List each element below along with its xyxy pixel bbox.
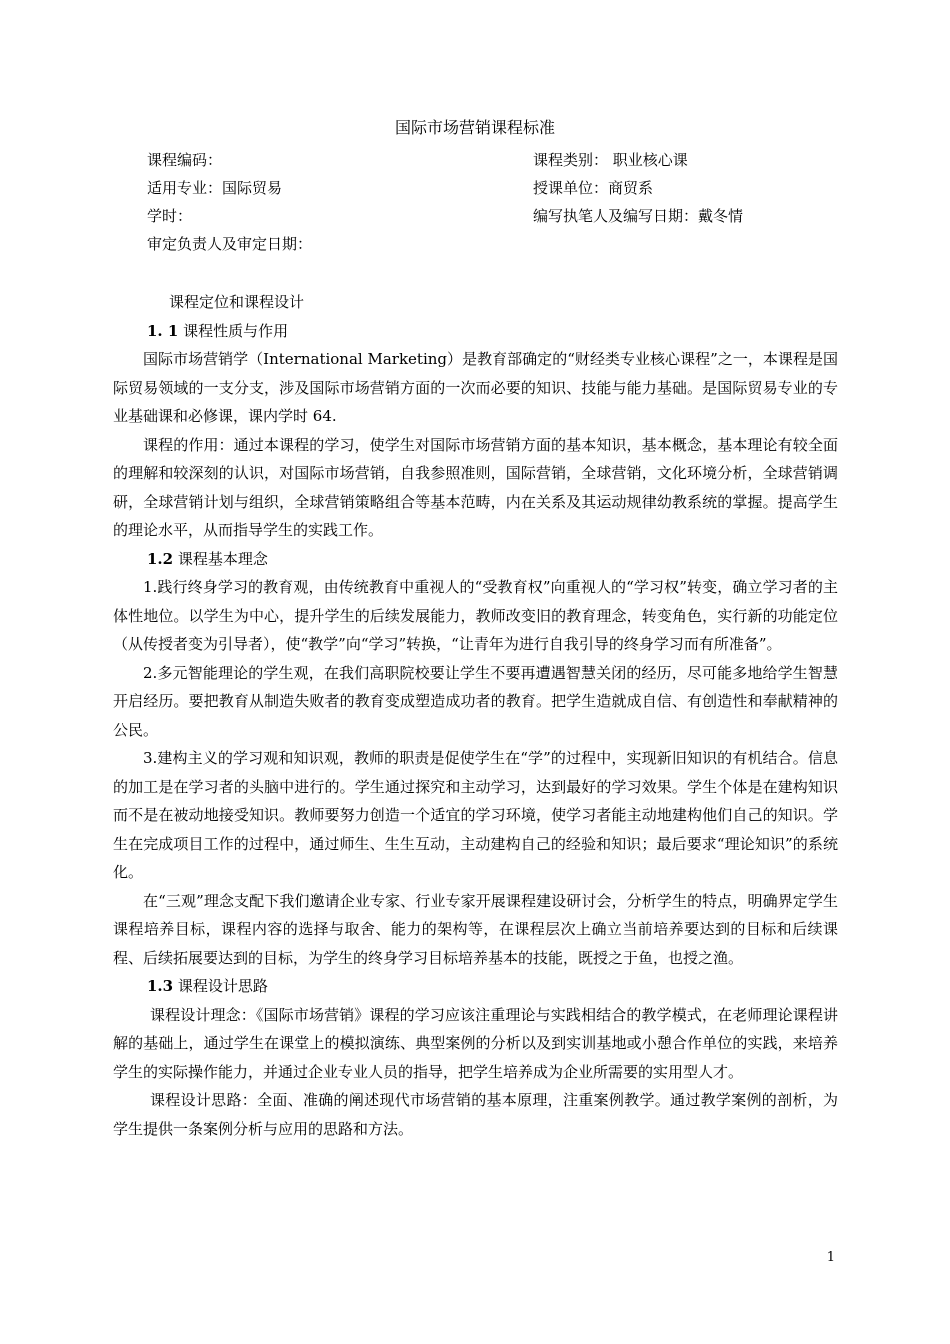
subsection-title: 课程基本理念 (177, 549, 268, 568)
page-number: 1 (826, 1250, 835, 1265)
paragraph: 课程设计思路：全面、准确的阐述现代市场营销的基本原理，注重案例教学。通过教学案例的剖析，为学生提供一条案例分析与应用的思路和方法。 (113, 1091, 838, 1138)
subsection-number: 1. 1 (147, 321, 179, 340)
subsection-heading-1-2 (113, 545, 838, 574)
meta-teaching-unit: 授课单位：商贸系 (533, 179, 654, 197)
meta-reviewer-date: 审定负责人及审定日期： (147, 235, 313, 253)
meta-class-hours: 学时： (147, 207, 193, 225)
paragraph: 课程设计理念：《国际市场营销》课程的学习应该注重理论与实践相结合的教学模式，在老师理论课程讲解的基础上，通过学生在课堂上的模拟演练、典型案例的分析以及到实训基地或小憩合作单位的实践，来培养学生的实际操作能力，并通过企业专业人员的指导，把学生培养成为企业所需要的实用型人才。 (113, 1005, 838, 1081)
subsection-number: 1.3 (147, 977, 174, 995)
subsection-heading-1-3 (113, 972, 838, 1001)
document-title: 国际市场营销课程标准 (394, 118, 555, 137)
meta-course-category: 课程类别： 职业核心课 (533, 151, 688, 169)
paragraph: 3.建构主义的学习观和知识观，教师的职责是促使学生在“学”的过程中，实现新旧知识的有机结合。信息的加工是在学习者的头脑中进行的。学生通过探究和主动学习，达到最好的学习效果。学生个体是在建构知识而不是在被动地接受知识。教师要努力创造一个适宜的学习环境，使学习者能主动地建构他们自己的知识。学生在完成项目工作的过程中，通过师生、生生互动，主动建构自己的经验和知识；最后要求“理论知识”的系统化。 (113, 749, 838, 881)
subsection-number: 1.2 (147, 549, 174, 568)
paragraph: 在“三观”理念支配下我们邀请企业专家、行业专家开展课程建设研讨会，分析学生的特点，明确界定学生课程培养目标，课程内容的选择与取舍、能力的架构等，在课程层次上确立当前培养要达到的目标和后续课程、后续拓展要达到的目标，为学生的终身学习目标培养基本的技能，既授之于鱼，也授之渔。 (113, 891, 838, 967)
subsection-title: 课程性质与作用 (183, 321, 289, 340)
subsection-heading-1-1 (113, 317, 838, 346)
section-heading: 课程定位和课程设计 (169, 293, 305, 311)
meta-author-date: 编写执笔人及编写日期：戴冬情 (533, 207, 744, 225)
subsection-title: 课程设计思路 (177, 977, 268, 995)
paragraph: 2.多元智能理论的学生观，在我们高职院校要让学生不要再遭遇智慧关闭的经历，尽可能多地给学生智慧开启经历。要把教育从制造失败者的教育变成塑造成功者的教育。把学生造就成自信、有创造性和奉献精神的公民。 (113, 663, 838, 739)
meta-applicable-major: 适用专业：国际贸易 (147, 179, 283, 197)
document-body (113, 288, 838, 1143)
paragraph: 国际市场营销学（International Marketing）是教育部确定的“财经类专业核心课程”之一，本课程是国际贸易领域的一支分支，涉及国际市场营销方面的一次而必要的知识、技能与能力基础。是国际贸易专业的专业基础课和必修课，课内学时 64. (113, 350, 838, 425)
meta-course-code: 课程编码： (147, 151, 223, 169)
paragraph: 课程的作用：通过本课程的学习，使学生对国际市场营销方面的基本知识，基本概念，基本理论有较全面的理解和较深刻的认识，对国际市场营销，自我参照准则，国际营销，全球营销，文化环境分析，全球营销调研，全球营销计划与组织，全球营销策略组合等基本范畴，内在关系及其运动规律幼教系统的掌握。提高学生的理论水平，从而指导学生的实践工作。 (113, 435, 838, 539)
paragraph: 1.践行终身学习的教育观，由传统教育中重视人的“受教育权”向重视人的“学习权”转变，确立学习者的主体性地位。以学生为中心，提升学生的后续发展能力，教师改变旧的教育理念，转变角色，实行新的功能定位（从传授者变为引导者），使“教学”向“学习”转换，“让青年为进行自我引导的终身学习而有所准备”。 (113, 578, 838, 653)
